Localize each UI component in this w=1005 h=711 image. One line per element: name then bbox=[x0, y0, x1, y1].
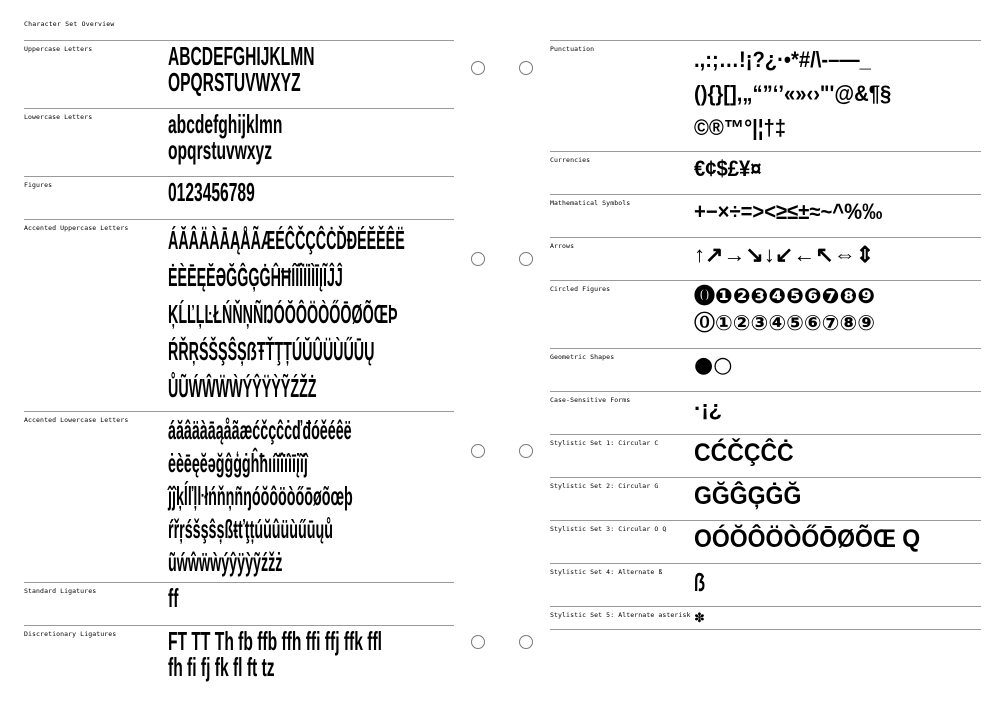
glyph-line: +−×÷=><≥≤±≈~^%‰ bbox=[694, 199, 883, 224]
glyph-line: ĶĹĽĻĿŁŃŇŅÑŊÓŎÔÖÒŐŌØÕŒÞ bbox=[168, 299, 398, 329]
glyph-block bbox=[694, 43, 981, 145]
section-label: Geometric Shapes bbox=[550, 353, 615, 361]
glyph-line: ĵĵķĺľļŀłńňņñŋóŏôöòőōøõœþ bbox=[168, 481, 353, 511]
section-label: Lowercase Letters bbox=[24, 113, 93, 121]
glyph-block bbox=[694, 394, 981, 424]
section-label: Standard Ligatures bbox=[24, 587, 97, 595]
glyph-line: ●○ bbox=[694, 353, 733, 378]
section-label: Stylistic Set 4: Alternate ß bbox=[550, 568, 663, 576]
glyph-line: áăâäàāąåãæćčçĉċďđóěéêë bbox=[168, 415, 352, 445]
binder-hole-right-1 bbox=[519, 61, 533, 75]
section-label: Stylistic Set 5: Alternate asterisk bbox=[550, 611, 691, 619]
glyph-line: OÓŎÔÖÒŐŌØÕŒ Q bbox=[694, 525, 921, 553]
glyph-line: abcdefghijklmn bbox=[168, 109, 283, 139]
glyph-line: ÁĂÂÄÀĀĄÅÃÆÉĈČÇĈĊĎĐÉĔĚÊË bbox=[168, 225, 405, 255]
glyph-block bbox=[694, 566, 981, 598]
glyph-block bbox=[168, 43, 454, 95]
section-standard-ligatures bbox=[24, 582, 454, 625]
section-circled-figures bbox=[550, 280, 981, 348]
section-label: Case-Sensitive Forms bbox=[550, 396, 631, 404]
glyph-line: OPQRSTUVWXYZ bbox=[168, 67, 301, 97]
section-label: Uppercase Letters bbox=[24, 45, 93, 53]
binder-hole-left-3 bbox=[471, 444, 485, 458]
section-mathematical-symbols bbox=[550, 194, 981, 237]
glyph-line: 0123456789 bbox=[168, 177, 255, 207]
section-case-sensitive-forms bbox=[550, 391, 981, 434]
section-label: Stylistic Set 2: Circular G bbox=[550, 482, 659, 490]
glyph-line: ⓪①②③④⑤⑥⑦⑧⑨ bbox=[694, 311, 876, 335]
binder-hole-right-3 bbox=[519, 444, 533, 458]
glyph-line: ŔŘŖŚŠŞŜȘẞŦŤŢȚÚŬÛÜÙŰŪŲ bbox=[168, 336, 375, 366]
section-label: Currencies bbox=[550, 156, 591, 164]
glyph-line: ff bbox=[168, 583, 179, 613]
glyph-block bbox=[694, 351, 981, 381]
glyph-block bbox=[168, 628, 454, 680]
glyph-line: opqrstuvwxyz bbox=[168, 135, 273, 165]
glyph-line: CĆČÇĈĊ bbox=[694, 439, 794, 467]
binder-hole-left-1 bbox=[471, 61, 485, 75]
section-label: Discretionary Ligatures bbox=[24, 630, 117, 638]
section-figures bbox=[24, 176, 454, 219]
glyph-line: ABCDEFGHIJKLMN bbox=[168, 41, 315, 71]
glyph-line: GĞĜĢĠĞ bbox=[694, 482, 802, 510]
section-label: Stylistic Set 3: Circular O Q bbox=[550, 525, 667, 533]
section-discretionary-ligatures bbox=[24, 625, 454, 685]
section-accented-lowercase bbox=[24, 411, 454, 582]
glyph-block bbox=[694, 609, 981, 629]
section-label: Accented Uppercase Letters bbox=[24, 224, 129, 232]
glyph-block bbox=[168, 222, 454, 407]
glyph-line: (){}[],„“”‘’«»‹›"'@&¶§ bbox=[694, 81, 892, 106]
section-stylistic-set-2 bbox=[550, 477, 981, 520]
section-label: Arrows bbox=[550, 242, 575, 250]
glyph-line: .,:;…!¡?¿·•*#/\-–—_ bbox=[694, 47, 871, 72]
binder-hole-left-2 bbox=[471, 252, 485, 266]
section-accented-uppercase bbox=[24, 219, 454, 411]
section-punctuation bbox=[550, 40, 981, 151]
glyph-block bbox=[694, 197, 981, 227]
section-label: Stylistic Set 1: Circular C bbox=[550, 439, 659, 447]
glyph-block bbox=[168, 111, 454, 163]
section-label: Figures bbox=[24, 181, 53, 189]
binder-hole-right-4 bbox=[519, 635, 533, 649]
glyph-line: ŮŨẂŴẄẀÝŶŸỲỸŹŽŻ bbox=[168, 373, 317, 403]
glyph-line: ĖÈĒĘĔƏĞĜĢĠĤĦÍĬÎÏİÌĪĮĨĴĴ bbox=[168, 262, 343, 292]
section-label: Circled Figures bbox=[550, 285, 611, 293]
glyph-line: ẞ bbox=[694, 567, 706, 597]
glyph-block bbox=[168, 414, 454, 579]
glyph-line: ✽ bbox=[694, 611, 705, 626]
right-column bbox=[550, 40, 981, 630]
binder-hole-left-4 bbox=[471, 635, 485, 649]
glyph-block bbox=[168, 179, 454, 205]
glyph-block bbox=[694, 437, 981, 469]
glyph-line: ©®™°|¦†‡ bbox=[694, 115, 786, 140]
glyph-line: ŕřŗśšşŝșßŧťţțúŭûüùűūųů bbox=[168, 514, 333, 544]
page-title: Character Set Overview bbox=[24, 20, 115, 28]
section-uppercase-letters bbox=[24, 40, 454, 108]
section-lowercase-letters bbox=[24, 108, 454, 176]
left-column bbox=[24, 40, 454, 685]
glyph-line: ėèēęĕəğĝģġĥħıíĭîïìīįĩĵ bbox=[168, 448, 308, 478]
glyph-line: €¢$£¥¤ bbox=[694, 156, 762, 181]
glyph-block bbox=[694, 283, 981, 337]
binder-hole-right-2 bbox=[519, 252, 533, 266]
glyph-line: ↑↗→↘↓↙←↖⇔⇕ bbox=[694, 242, 875, 267]
glyph-line: FT TT Th fb ffb ffh ffi ffj ffk ffl bbox=[168, 626, 382, 656]
section-label: Punctuation bbox=[550, 45, 595, 53]
glyph-block bbox=[694, 480, 981, 512]
section-label: Accented Lowercase Letters bbox=[24, 416, 129, 424]
glyph-line: fh fi fj fk fl ft tz bbox=[168, 652, 275, 682]
section-stylistic-set-4 bbox=[550, 563, 981, 606]
glyph-block bbox=[168, 585, 454, 611]
section-currencies bbox=[550, 151, 981, 194]
section-label: Mathematical Symbols bbox=[550, 199, 631, 207]
section-stylistic-set-1 bbox=[550, 434, 981, 477]
glyph-block bbox=[694, 523, 981, 555]
glyph-block bbox=[694, 240, 981, 270]
glyph-line: ·¡¿ bbox=[694, 396, 723, 421]
section-stylistic-set-3 bbox=[550, 520, 981, 563]
section-stylistic-set-5 bbox=[550, 606, 981, 630]
section-geometric-shapes bbox=[550, 348, 981, 391]
glyph-block bbox=[694, 154, 981, 184]
glyph-line: ũẃŵẅẁýŷÿỳỹźžż bbox=[168, 547, 283, 577]
glyph-line: ⓿❶❷❸❹❺❻❼❽❾ bbox=[694, 284, 876, 308]
section-arrows bbox=[550, 237, 981, 280]
